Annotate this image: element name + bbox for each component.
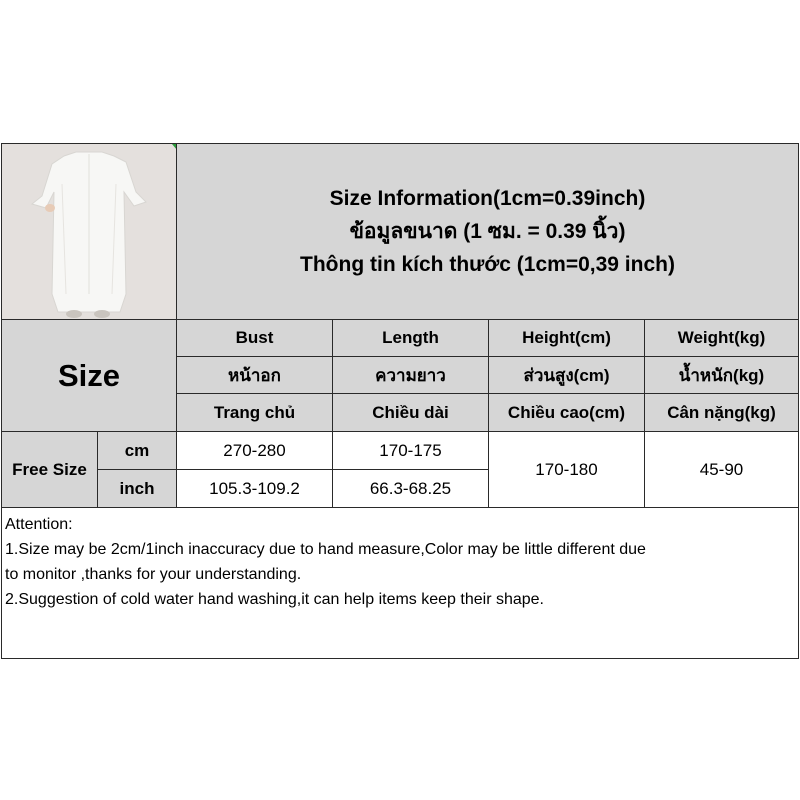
- col-bust-vi: Trang chủ: [177, 394, 333, 432]
- product-photo: [2, 144, 177, 320]
- col-length-vi: Chiều dài: [333, 394, 489, 432]
- col-weight-th: น้ำหนัก(kg): [645, 357, 798, 394]
- attention-title: Attention:: [5, 516, 73, 533]
- info-line-thai: ข้อมูลขนาด (1 ซม. = 0.39 นิ้ว): [349, 220, 626, 243]
- col-height-th: ส่วนสูง(cm): [489, 357, 645, 394]
- length-inch-value: 66.3-68.25: [333, 470, 489, 508]
- col-bust-th: หน้าอก: [177, 357, 333, 394]
- col-height-vi: Chiều cao(cm): [489, 394, 645, 432]
- attention-note-1a: 1.Size may be 2cm/1inch inaccuracy due to hand measure,Color may be little different due: [5, 541, 646, 558]
- size-heading: Size: [2, 320, 177, 432]
- bust-inch-value: 105.3-109.2: [177, 470, 333, 508]
- height-value: 170-180: [489, 432, 645, 508]
- col-weight-vi: Cân nặng(kg): [645, 394, 798, 432]
- weight-value: 45-90: [645, 432, 798, 508]
- length-cm-value: 170-175: [333, 432, 489, 470]
- info-line-vietnamese: Thông tin kích thước (1cm=0,39 inch): [300, 253, 675, 276]
- col-weight-en: Weight(kg): [645, 320, 798, 357]
- info-line-english: Size Information(1cm=0.39inch): [329, 187, 646, 210]
- size-information-header: [177, 144, 798, 320]
- size-chart-table: [1, 143, 799, 659]
- unit-inch: inch: [98, 470, 177, 508]
- bust-cm-value: 270-280: [177, 432, 333, 470]
- unit-cm: cm: [98, 432, 177, 470]
- attention-note-2: 2.Suggestion of cold water hand washing,it can help items keep their shape.: [5, 591, 544, 608]
- attention-note-1b: to monitor ,thanks for your understanding.: [5, 566, 302, 583]
- attention-notes: [2, 508, 798, 616]
- col-height-en: Height(cm): [489, 320, 645, 357]
- col-length-en: Length: [333, 320, 489, 357]
- row-label-free-size: Free Size: [2, 432, 98, 508]
- col-bust-en: Bust: [177, 320, 333, 357]
- col-length-th: ความยาว: [333, 357, 489, 394]
